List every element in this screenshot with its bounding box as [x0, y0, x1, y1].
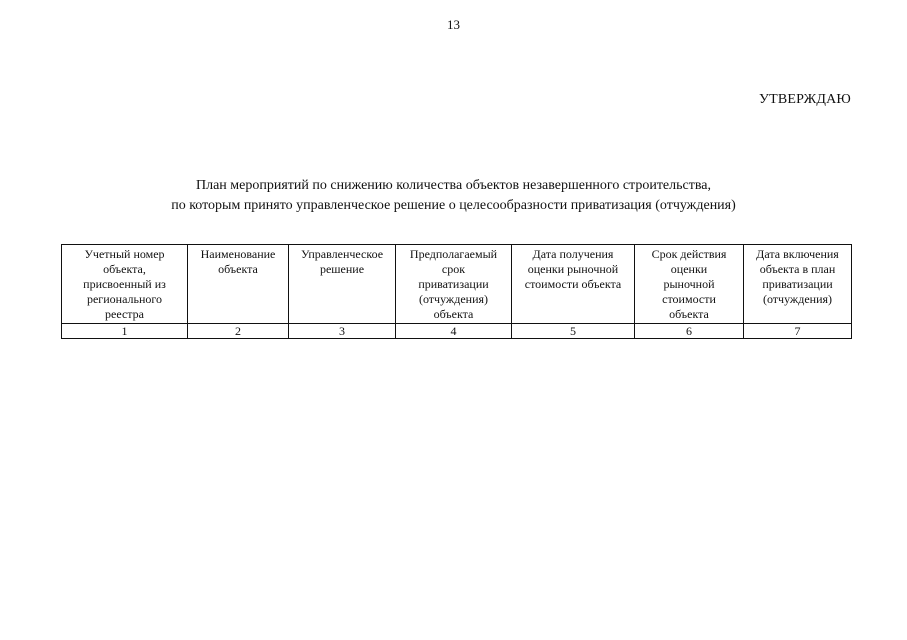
header-cell-management-decision	[289, 245, 396, 324]
column-number: 1	[62, 324, 188, 339]
header-line: (отчуждения)	[762, 292, 833, 306]
column-number: 5	[512, 324, 635, 339]
header-line: приватизации	[762, 277, 833, 291]
header-line: Управленческое	[300, 247, 384, 261]
column-number-row	[62, 324, 852, 339]
document-title	[0, 176, 907, 216]
header-line: объекта,	[103, 262, 146, 276]
header-line: приватизации	[418, 277, 489, 291]
page-number: 13	[447, 17, 460, 32]
header-line: Учетный номер	[84, 247, 165, 261]
title-line-1: План мероприятий по снижению количества объектов незавершенного строительства,	[196, 178, 711, 193]
header-line: присвоенный из	[83, 277, 166, 291]
header-line: срок	[441, 262, 466, 276]
title-line-2: по которым принято управленческое решение о целесообразности приватизация (отчуждения)	[171, 198, 736, 213]
column-number: 7	[744, 324, 852, 339]
column-number: 6	[635, 324, 744, 339]
column-number: 4	[396, 324, 512, 339]
header-cell-valuation-validity	[635, 245, 744, 324]
header-line: объекта в план	[759, 262, 836, 276]
header-line: объекта	[433, 307, 474, 321]
header-line: Дата включения	[756, 247, 839, 261]
header-line: рыночной	[663, 277, 715, 291]
header-line: оценки	[670, 262, 708, 276]
header-line: объекта	[669, 307, 709, 321]
table-header-row	[62, 245, 852, 324]
header-cell-registry-number	[62, 245, 188, 324]
plan-table	[61, 244, 852, 339]
header-line: (отчуждения)	[418, 292, 489, 306]
column-number: 2	[188, 324, 289, 339]
column-number: 3	[289, 324, 396, 339]
header-line: Наименование	[200, 247, 276, 261]
header-line: объекта	[218, 262, 258, 276]
header-line: Дата получения	[532, 247, 614, 261]
header-line: стоимости	[662, 292, 716, 306]
header-line: Срок действия	[651, 247, 727, 261]
approval-stamp-text: УТВЕРЖДАЮ	[758, 92, 851, 107]
header-line: реестра	[105, 307, 144, 321]
header-line: оценки рыночной	[527, 262, 619, 276]
header-line: решение	[319, 262, 365, 276]
header-cell-valuation-date	[512, 245, 635, 324]
header-cell-object-name	[188, 245, 289, 324]
header-cell-plan-inclusion-date	[744, 245, 852, 324]
header-cell-privatization-term	[396, 245, 512, 324]
header-line: Предполагаемый	[409, 247, 498, 261]
header-line: стоимости объекта	[524, 277, 622, 291]
header-line: регионального	[86, 292, 163, 306]
